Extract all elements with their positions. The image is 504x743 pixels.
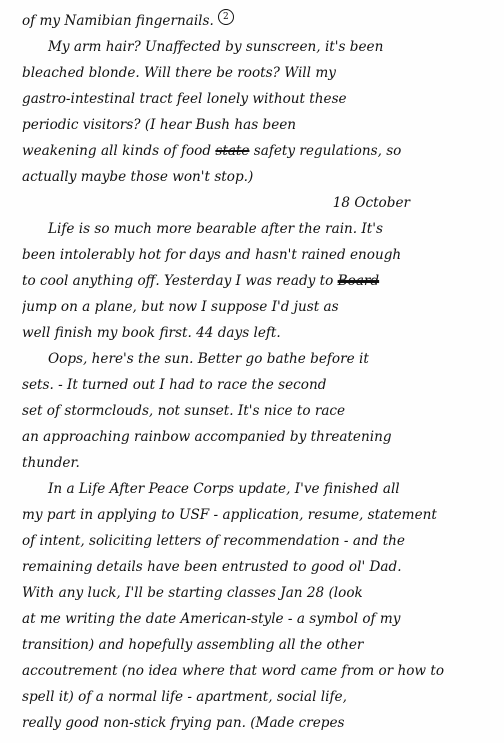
line-p3-2: set of stormclouds, not sunset. It's nice to race [22,403,346,419]
text-p1-0: of my Namibian fingernails. [22,13,214,29]
line-p1-5 [22,138,490,164]
line-p3-3: an approaching rainbow accompanied by threatening [22,429,392,445]
entry-date: 18 October [332,195,410,211]
line-p2-1: been intolerably hot for days and hasn't rained enough [22,247,402,263]
line-p4-4: With any luck, I'll be starting classes Jan 28 (look [22,585,363,601]
line-p4-5: at me writing the date American-style - a symbol of my [22,611,401,627]
line-p2-2 [22,268,490,294]
struck-word: state [215,143,250,159]
line-p1-0 [22,8,490,34]
line-p4-8: spell it) of a normal life - apartment, social life, [22,689,347,705]
line-p2-4: well finish my book first. 44 days left. [22,325,281,341]
line-p4-9: really good non-stick frying pan. (Made crepes [22,715,345,731]
line-p4-6: transition) and hopefully assembling all the other [22,637,364,653]
line-p1-2: bleached blonde. Will there be roots? Will my [22,65,336,81]
line-p2-3: jump on a plane, but now I suppose I'd just as [22,299,339,315]
line-p4-3: remaining details have been entrusted to good ol' Dad. [22,559,402,575]
line-p1-3: gastro-intestinal tract feel lonely without these [22,91,347,107]
line-p2-0: Life is so much more bearable after the rain. It's [48,221,383,237]
line-p1-4: periodic visitors? (I hear Bush has been [22,117,297,133]
line-p3-1: sets. - It turned out I had to race the second [22,377,327,393]
line-p4-7: accoutrement (no idea where that word came from or how to [22,663,445,679]
page-number: 2 [218,9,234,25]
line-p3-0: Oops, here's the sun. Better go bathe before it [48,351,369,367]
line-p3-4: thunder. [22,455,80,471]
text-p2-2: to cool anything off. Yesterday I was ready to [22,273,334,289]
text-p1-5b: safety regulations, so [253,143,402,159]
scribbled-word: Board [337,273,380,289]
line-p4-2: of intent, soliciting letters of recommendation - and the [22,533,405,549]
line-p4-0: In a Life After Peace Corps update, I've finished all [48,481,400,497]
text-p1-5a: weakening all kinds of food [22,143,212,159]
line-p4-1: my part in applying to USF - application, resume, statement [22,507,437,523]
line-p1-6: actually maybe those won't stop.) [22,169,254,185]
line-p1-1: My arm hair? Unaffected by sunscreen, it's been [48,39,384,55]
